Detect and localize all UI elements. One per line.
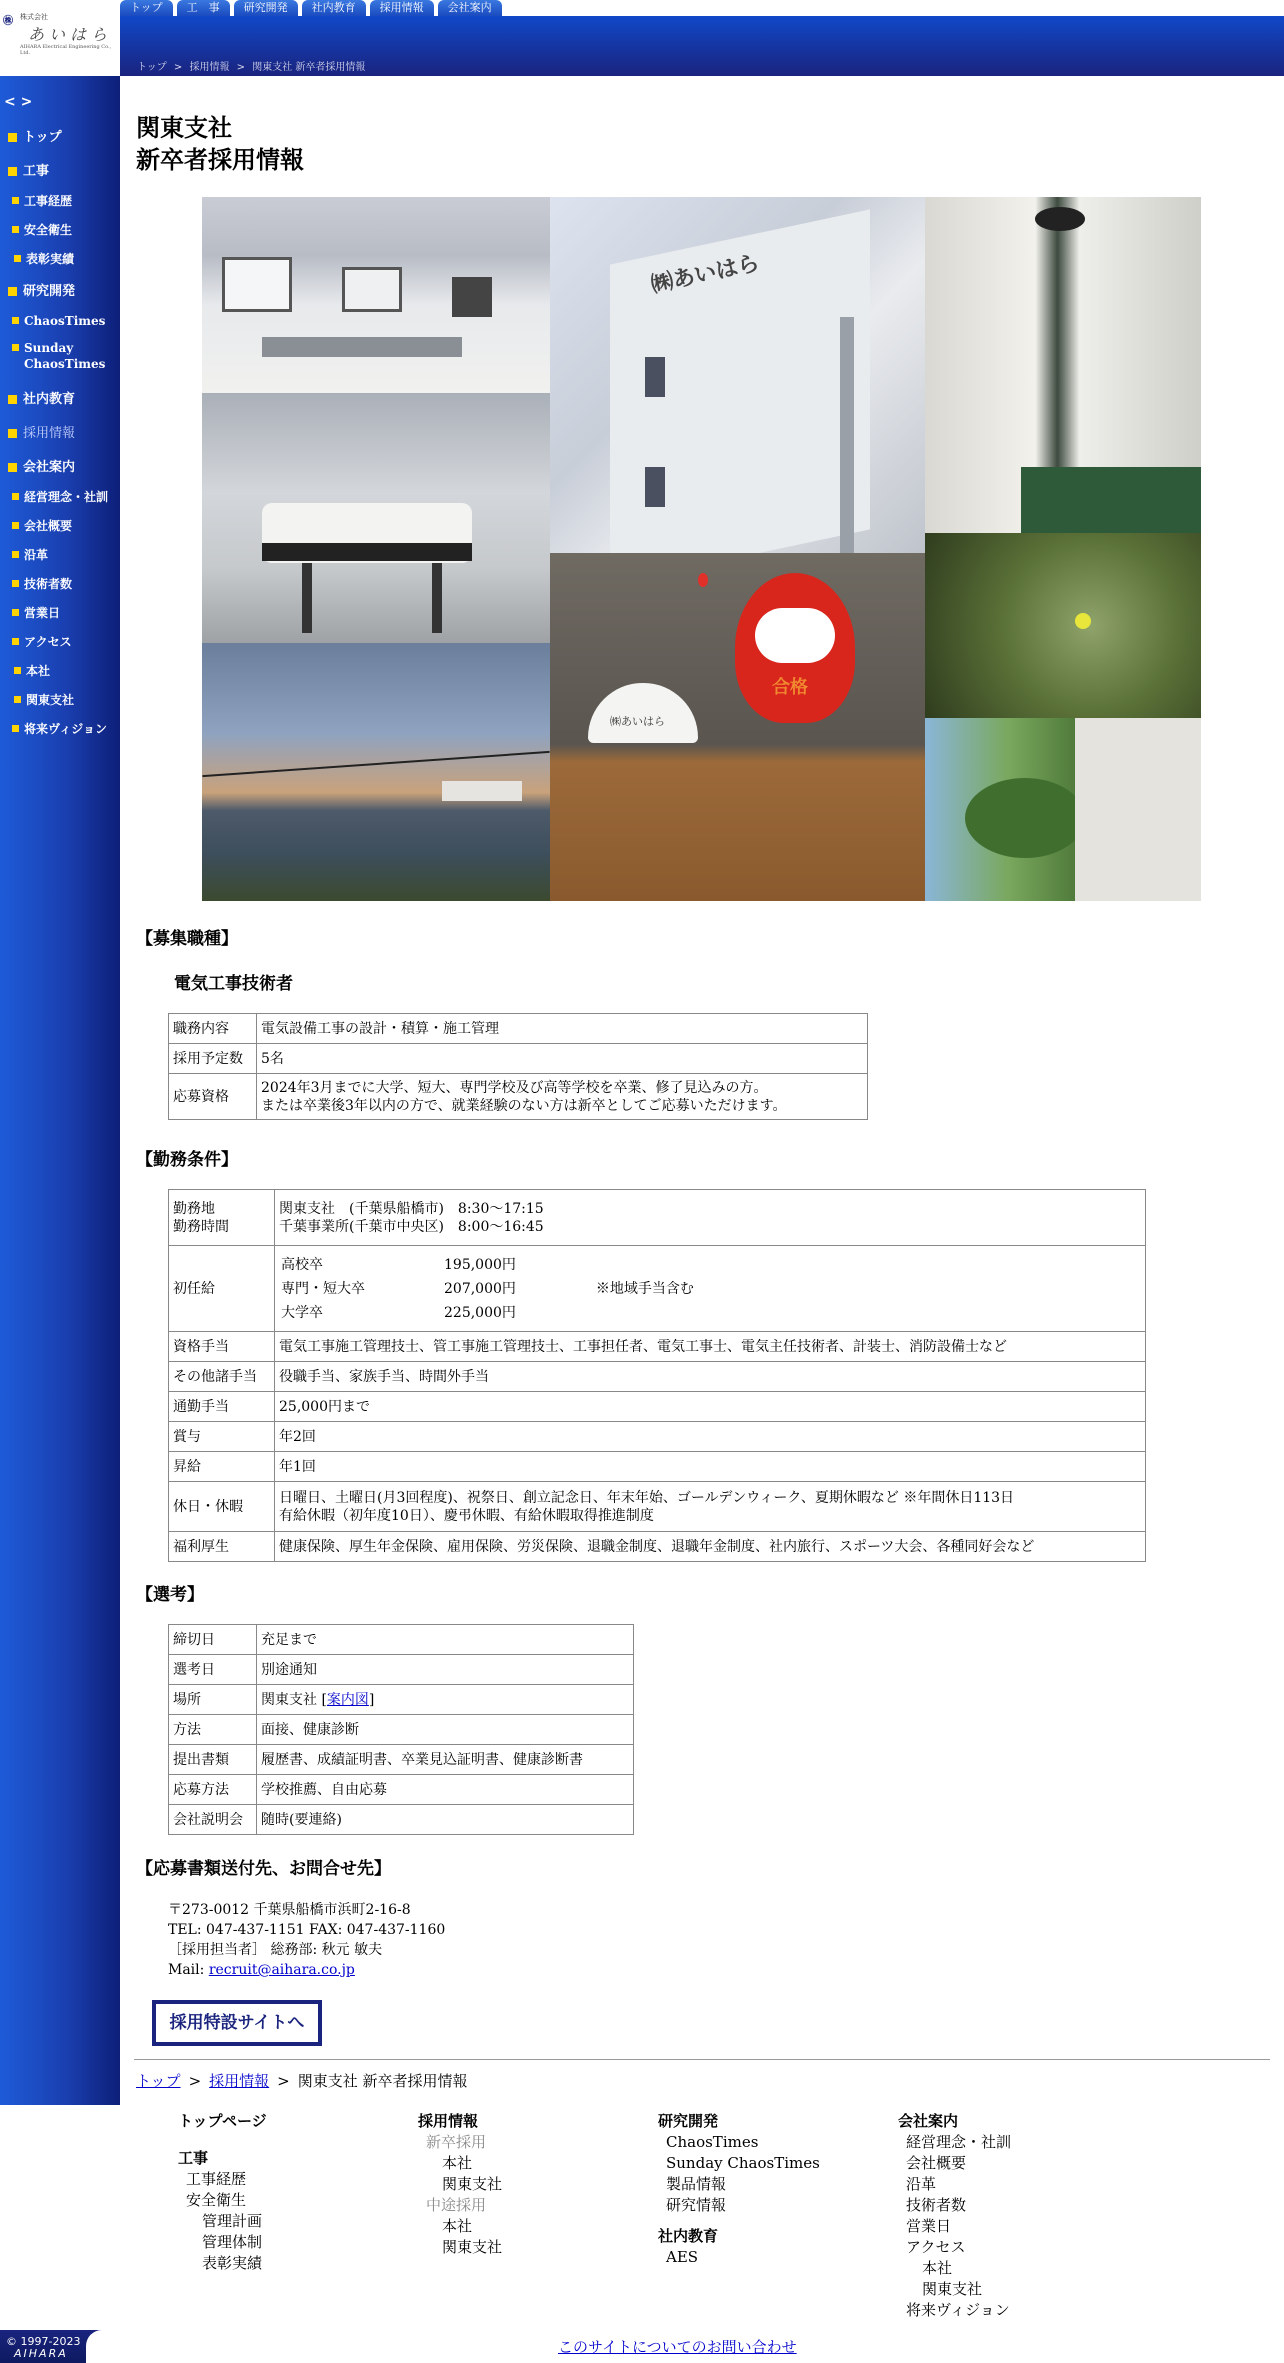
contact-tel-fax: TEL: 047-437-1151 FAX: 047-437-1160 xyxy=(168,1922,446,1938)
section-heading-jobs: 【募集職種】 xyxy=(136,929,238,949)
footer-link-sunday-chaostimes[interactable]: Sunday ChaosTimes xyxy=(666,2154,820,2172)
section-heading-contact: 【応募書類送付先、お問合せ先】 xyxy=(136,1859,391,1879)
footer-link-education[interactable]: 社内教育 xyxy=(658,2227,719,2245)
breadcrumb-top-link[interactable]: トップ xyxy=(136,2072,181,2090)
company-logo[interactable] xyxy=(0,0,120,76)
photo-sunset-waterfront xyxy=(202,643,550,901)
top-navigation xyxy=(120,0,502,16)
bullet-icon xyxy=(14,255,21,262)
table-cell: 年2回 xyxy=(275,1422,1146,1452)
sidebar-item-safety[interactable]: 安全衛生 xyxy=(12,222,72,238)
salary-level: 専門・短大卒 xyxy=(281,1280,365,1297)
photo-house-exterior xyxy=(925,718,1201,901)
footer-link-access[interactable]: アクセス xyxy=(906,2238,966,2256)
table-cell: 電気設備工事の設計・積算・施工管理 xyxy=(257,1014,868,1044)
table-cell: 関東支社 [案内図] xyxy=(257,1685,634,1715)
sidebar-item-history[interactable]: 沿革 xyxy=(12,547,48,563)
bullet-icon xyxy=(12,580,19,587)
footer-link-midcareer-kanto[interactable]: 関東支社 xyxy=(442,2238,503,2256)
building-sign: ㈱あいはら xyxy=(649,250,762,299)
sidebar xyxy=(0,76,120,2105)
table-row-label: 場所 xyxy=(169,1685,257,1715)
footer-link-chaostimes[interactable]: ChaosTimes xyxy=(666,2133,759,2151)
salary-cell xyxy=(275,1246,1146,1332)
table-cell: 随時(要連絡) xyxy=(257,1805,634,1835)
sidebar-item-awards[interactable]: 表彰実績 xyxy=(14,251,74,267)
table-row-label: 応募資格 xyxy=(169,1074,257,1120)
footer-link-overview[interactable]: 会社概要 xyxy=(906,2154,967,2172)
table-row-label: 選考日 xyxy=(169,1655,257,1685)
footer-link-works[interactable]: 工事 xyxy=(178,2149,209,2167)
photo-company-building xyxy=(550,197,925,553)
footer-link-recruit[interactable]: 採用情報 xyxy=(418,2112,479,2130)
footer-link-company[interactable]: 会社案内 xyxy=(898,2112,959,2130)
table-cell: 25,000円まで xyxy=(275,1392,1146,1422)
table-row-label: 初任給 xyxy=(169,1246,275,1332)
footer-link-newgrad-hq[interactable]: 本社 xyxy=(442,2154,473,2172)
section-heading-selection: 【選考】 xyxy=(136,1585,204,1605)
footer-link-research[interactable]: 研究情報 xyxy=(666,2196,727,2214)
table-row-label: 賞与 xyxy=(169,1422,275,1452)
bullet-icon xyxy=(12,725,19,732)
sidebar-item-overview[interactable]: 会社概要 xyxy=(12,518,72,534)
selection-table xyxy=(168,1624,634,1835)
bullet-icon xyxy=(12,609,19,616)
main-content xyxy=(120,76,1284,2105)
sidebar-item-engineers[interactable]: 技術者数 xyxy=(12,576,72,592)
logo-tagline: AIHARA Electrical Engineering Co., Ltd. xyxy=(20,44,112,56)
bullet-icon xyxy=(12,197,19,204)
contact-mail: Mail: recruit@aihara.co.jp xyxy=(168,1962,355,1978)
bullet-icon xyxy=(12,522,19,529)
salary-amount: 225,000円 xyxy=(444,1304,516,1321)
table-cell: 充足まで xyxy=(257,1625,634,1655)
sidebar-item-sunday-chaostimes[interactable]: Sunday ChaosTimes xyxy=(12,340,102,372)
page-title: 関東支社 新卒者採用情報 xyxy=(136,113,304,174)
footer-link-midcareer-hq[interactable]: 本社 xyxy=(442,2217,473,2235)
table-cell: 履歴書、成績証明書、卒業見込証明書、健康診断書 xyxy=(257,1745,634,1775)
footer-sitemap xyxy=(0,2105,1284,2330)
table-row-label: 採用予定数 xyxy=(169,1044,257,1074)
table-cell: 年1回 xyxy=(275,1452,1146,1482)
topnav-tab-recruit[interactable]: 採用情報 xyxy=(370,0,434,16)
map-link[interactable]: 案内図 xyxy=(326,1691,369,1708)
sidebar-item-company[interactable]: 会社案内 xyxy=(8,460,75,476)
breadcrumb-separator: > xyxy=(173,62,183,73)
table-cell: 面接、健康診断 xyxy=(257,1715,634,1745)
breadcrumb-separator: > xyxy=(277,2072,290,2090)
footer-link-awards[interactable]: 表彰実績 xyxy=(202,2254,263,2272)
sidebar-item-kanto[interactable]: 関東支社 xyxy=(14,692,74,708)
bullet-icon xyxy=(12,344,19,351)
bullet-icon xyxy=(12,317,19,324)
photo-hallway xyxy=(925,197,1201,533)
job-title: 電気工事技術者 xyxy=(174,974,293,994)
sidebar-item-business-days[interactable]: 営業日 xyxy=(12,605,60,621)
table-row-label: 職務内容 xyxy=(169,1014,257,1044)
breadcrumb-current: 関東支社 新卒者採用情報 xyxy=(252,62,366,73)
table-row-label: 資格手当 xyxy=(169,1332,275,1362)
sidebar-item-education[interactable]: 社内教育 xyxy=(8,392,75,408)
conditions-table xyxy=(168,1189,1146,1562)
helmet-text: ㈱あいはら xyxy=(610,715,665,728)
footer-link-vision[interactable]: 将来ヴィジョン xyxy=(906,2301,1010,2319)
footer-link-top[interactable]: トップページ xyxy=(178,2112,267,2130)
footer-link-products[interactable]: 製品情報 xyxy=(666,2175,727,2193)
footer-link-philosophy[interactable]: 経営理念・社訓 xyxy=(906,2133,1012,2151)
table-cell: 5名 xyxy=(257,1044,868,1074)
breadcrumb-recruit-link[interactable]: 採用情報 xyxy=(209,2072,270,2090)
table-row-label: 締切日 xyxy=(169,1625,257,1655)
photo-office-plotter xyxy=(202,393,550,643)
table-row-label: 福利厚生 xyxy=(169,1532,275,1562)
bullet-icon xyxy=(8,429,17,438)
sidebar-item-work-history[interactable]: 工事経歴 xyxy=(12,193,72,209)
bullet-icon xyxy=(14,667,21,674)
footer-link-business-days[interactable]: 営業日 xyxy=(906,2217,952,2235)
table-row-label: 方法 xyxy=(169,1715,257,1745)
bullet-icon xyxy=(8,395,17,404)
salary-amount: 207,000円 xyxy=(444,1280,516,1297)
footer-column-rd xyxy=(658,2111,820,2268)
bullet-icon xyxy=(12,493,19,500)
footer-link-history[interactable]: 沿革 xyxy=(906,2175,937,2193)
topnav-tab-education[interactable]: 社内教育 xyxy=(302,0,366,16)
table-cell: 別途通知 xyxy=(257,1655,634,1685)
bullet-icon xyxy=(8,133,17,142)
table-row-label: 提出書類 xyxy=(169,1745,257,1775)
footer-link-aes[interactable]: AES xyxy=(666,2248,699,2266)
sidebar-item-access[interactable]: アクセス xyxy=(12,634,72,650)
table-cell: 電気工事施工管理技士、管工事施工管理技士、工事担任者、電気工事士、電気主任技術者、計装士、消防設備士など xyxy=(275,1332,1146,1362)
footer-link-work-history[interactable]: 工事経歴 xyxy=(186,2170,247,2188)
topnav-tab-rd[interactable]: 研究開発 xyxy=(234,0,298,16)
logo-company-small: 株式会社 xyxy=(20,13,48,21)
footer-link-newgrad-kanto[interactable]: 関東支社 xyxy=(442,2175,503,2193)
footer-column-top xyxy=(178,2111,267,2274)
salary-level: 大学卒 xyxy=(281,1304,323,1321)
bullet-icon xyxy=(12,638,19,645)
contact-address: 〒273-0012 千葉県船橋市浜町2-16-8 xyxy=(168,1902,411,1918)
section-heading-conditions: 【勤務条件】 xyxy=(136,1150,238,1170)
breadcrumb-bottom xyxy=(136,2070,468,2091)
bullet-icon xyxy=(12,226,19,233)
footer-link-plan[interactable]: 管理計画 xyxy=(202,2212,263,2230)
table-row-label: 通勤手当 xyxy=(169,1392,275,1422)
topnav-tab-company[interactable]: 会社案内 xyxy=(438,0,502,16)
breadcrumb-recruit-link[interactable]: 採用情報 xyxy=(189,62,230,73)
divider xyxy=(134,2059,1270,2060)
salary-note: ※地域手当含む xyxy=(595,1280,694,1297)
sidebar-item-philosophy[interactable]: 経営理念・社訓 xyxy=(12,489,108,505)
table-cell: 関東支社 (千葉県船橋市) 8:30～17:15 千葉事業所(千葉市中央区) 8:00～16:45 xyxy=(275,1190,1146,1246)
table-cell: 学校推薦、自由応募 xyxy=(257,1775,634,1805)
breadcrumb-current: 関東支社 新卒者採用情報 xyxy=(297,2072,468,2090)
mail-link[interactable]: recruit@aihara.co.jp xyxy=(208,1962,355,1978)
table-row-label: 会社説明会 xyxy=(169,1805,257,1835)
footer-link-safety[interactable]: 安全衛生 xyxy=(186,2191,247,2209)
breadcrumb-separator: > xyxy=(188,2072,202,2090)
breadcrumb-top xyxy=(137,58,369,73)
sidebar-item-works[interactable]: 工事 xyxy=(8,164,49,180)
footer-link-engineers[interactable]: 技術者数 xyxy=(906,2196,967,2214)
photo-meeting-room xyxy=(202,197,550,393)
copyright xyxy=(6,2336,80,2360)
copyright-brand: AIHARA xyxy=(14,2347,68,2360)
footer-link-system[interactable]: 管理体制 xyxy=(202,2233,263,2251)
photo-helmet-daruma xyxy=(550,553,925,901)
contact-person: ［採用担当者］ 総務部: 秋元 敏夫 xyxy=(168,1942,383,1958)
footer-link-new-grad: 新卒採用 xyxy=(426,2133,487,2151)
bullet-icon xyxy=(8,287,17,296)
table-row-label: 応募方法 xyxy=(169,1775,257,1805)
salary-amount: 195,000円 xyxy=(444,1256,516,1273)
jobs-table xyxy=(168,1013,868,1120)
photo-collage xyxy=(202,197,1201,901)
footer-link-kanto[interactable]: 関東支社 xyxy=(922,2280,983,2298)
table-cell: 2024年3月までに大学、短大、専門学校及び高等学校を卒業、修了見込みの方。 または卒業後3年以内の方で、就業経験のない方は新卒としてご応募いただけます。 xyxy=(257,1074,868,1120)
bullet-icon xyxy=(12,551,19,558)
table-row-label: 昇給 xyxy=(169,1452,275,1482)
footer-column-recruit xyxy=(418,2111,502,2258)
copyright-years: © 1997-2023 xyxy=(6,2335,81,2348)
topnav-tab-works[interactable]: 工 事 xyxy=(177,0,230,16)
bullet-icon xyxy=(8,167,17,176)
logo-name: あいはら xyxy=(28,25,113,44)
table-cell: 役職手当、家族手当、時間外手当 xyxy=(275,1362,1146,1392)
logo-mark-icon: ㊑ xyxy=(3,16,13,27)
daruma-text: 合格 xyxy=(772,677,808,698)
sidebar-item-vision[interactable]: 将来ヴィジョン xyxy=(12,721,107,737)
table-row-label: 勤務地 勤務時間 xyxy=(169,1190,275,1246)
sidebar-item-recruit[interactable]: 採用情報 xyxy=(8,426,75,442)
sidebar-toggle-arrows[interactable]: < > xyxy=(4,94,33,110)
footer-link-rd[interactable]: 研究開発 xyxy=(658,2112,719,2130)
sidebar-item-chaostimes[interactable]: ChaosTimes xyxy=(12,313,105,329)
table-cell: 健康保険、厚生年金保険、雇用保険、労災保険、退職金制度、退職年金制度、社内旅行、スポーツ大会、各種同好会など xyxy=(275,1532,1146,1562)
breadcrumb-separator: > xyxy=(236,62,246,73)
salary-level: 高校卒 xyxy=(281,1256,323,1273)
breadcrumb-top-link[interactable]: トップ xyxy=(137,62,167,73)
table-cell: 日曜日、土曜日(月3回程度)、祝祭日、創立記念日、年末年始、ゴールデンウィーク、夏期休暇など ※年間休日113日 有給休暇（初年度10日）、慶弔休暇、有給休暇取得推進制度 xyxy=(275,1482,1146,1532)
photo-plants xyxy=(925,533,1201,718)
topnav-tab-top[interactable]: トップ xyxy=(120,0,173,16)
footer-column-company xyxy=(898,2111,1011,2321)
bullet-icon xyxy=(14,696,21,703)
sidebar-item-hq[interactable]: 本社 xyxy=(14,663,50,679)
footer-link-hq[interactable]: 本社 xyxy=(922,2259,953,2277)
sidebar-item-top[interactable]: トップ xyxy=(8,130,62,146)
contact-info xyxy=(168,1900,445,1980)
recruit-site-button[interactable]: 採用特設サイトへ xyxy=(152,2000,322,2046)
table-row-label: 休日・休暇 xyxy=(169,1482,275,1532)
sidebar-item-rd[interactable]: 研究開発 xyxy=(8,284,75,300)
footer-link-mid-career: 中途採用 xyxy=(426,2196,487,2214)
bullet-icon xyxy=(8,463,17,472)
table-row-label: その他諸手当 xyxy=(169,1362,275,1392)
site-contact-link[interactable]: このサイトについてのお問い合わせ xyxy=(558,2338,797,2356)
